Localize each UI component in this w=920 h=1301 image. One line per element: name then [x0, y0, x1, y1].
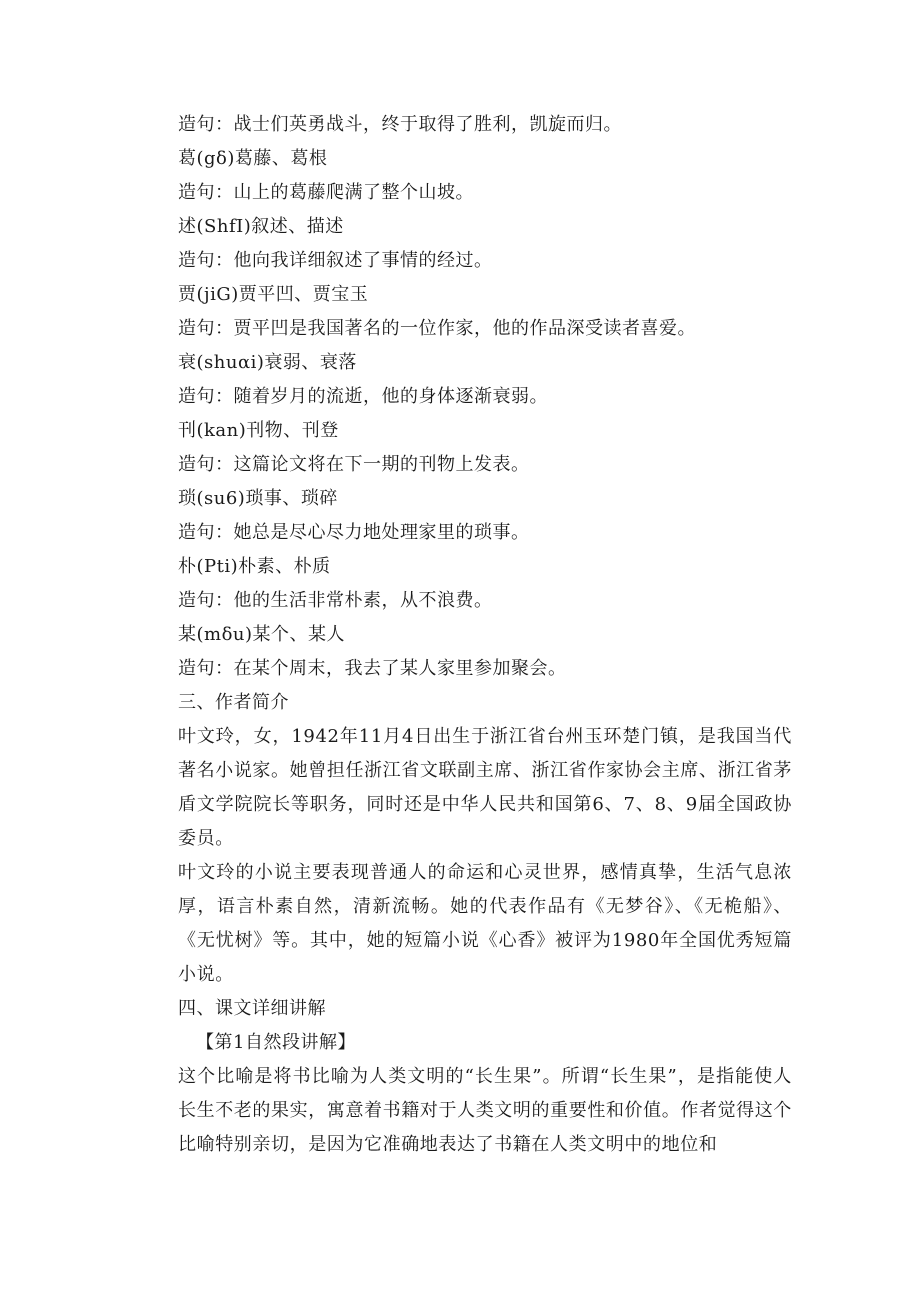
- lesson-explanation-paragraph: 这个比喻是将书比喻为人类文明的“长生果”。所谓“长生果”，是指能使人长生不老的果实，寓意着书籍对于人类文明的重要性和价值。作者觉得这个比喻特别亲切，是因为它准确地表达了书籍在人类文明中的地位和: [178, 1066, 792, 1155]
- example-sentence: 造句：在某个周末，我去了某人家里参加聚会。: [178, 658, 567, 679]
- vocab-word: 葛(gδ)葛藤、葛根: [178, 148, 328, 169]
- author-bio-paragraph: 叶文玲，女，1942年11月4日出生于浙江省台州玉环楚门镇，是我国当代著名小说家。她曾担任浙江省文联副主席、浙江省作家协会主席、浙江省茅盾文学院院长等职务，同时还是中华人民共和国第6、7、8、9届全国政协委员。: [178, 726, 792, 849]
- example-sentence: 造句：山上的葛藤爬满了整个山坡。: [178, 182, 474, 203]
- example-sentence: 造句：她总是尽心尽力地处理家里的琐事。: [178, 522, 530, 543]
- paragraph-subheading: 【第1自然段讲解】: [196, 1032, 356, 1053]
- vocab-word: 刊(kan)刊物、刊登: [178, 420, 339, 441]
- example-sentence: 造句：他向我详细叙述了事情的经过。: [178, 250, 493, 271]
- section-heading-author: 三、作者简介: [178, 692, 289, 713]
- example-sentence: 造句：贾平凹是我国著名的一位作家，他的作品深受读者喜爱。: [178, 318, 696, 339]
- example-sentence: 造句：他的生活非常朴素，从不浪费。: [178, 590, 493, 611]
- vocab-word: 琐(su6)琐事、琐碎: [178, 488, 338, 509]
- example-sentence: 造句：随着岁月的流逝，他的身体逐渐衰弱。: [178, 386, 548, 407]
- example-sentence: 造句：这篇论文将在下一期的刊物上发表。: [178, 454, 530, 475]
- vocab-word: 贾(jiG)贾平凹、贾宝玉: [178, 284, 369, 305]
- section-heading-lesson: 四、课文详细讲解: [178, 998, 326, 1019]
- vocab-word: 朴(Pti)朴素、朴质: [178, 556, 331, 577]
- author-works-paragraph: 叶文玲的小说主要表现普通人的命运和心灵世界，感情真挚，生活气息浓厚，语言朴素自然，清新流畅。她的代表作品有《无梦谷》、《无桅船》、《无忧树》等。其中，她的短篇小说《心香》被评为1980年全国优秀短篇小说。: [178, 862, 792, 985]
- document-page: [178, 108, 792, 1162]
- vocab-word: 述(ShfI)叙述、描述: [178, 216, 344, 237]
- example-sentence: 造句：战士们英勇战斗，终于取得了胜利，凯旋而归。: [178, 114, 622, 135]
- vocab-word: 衰(shuαi)衰弱、衰落: [178, 352, 357, 373]
- vocab-word: 某(mδu)某个、某人: [178, 624, 346, 645]
